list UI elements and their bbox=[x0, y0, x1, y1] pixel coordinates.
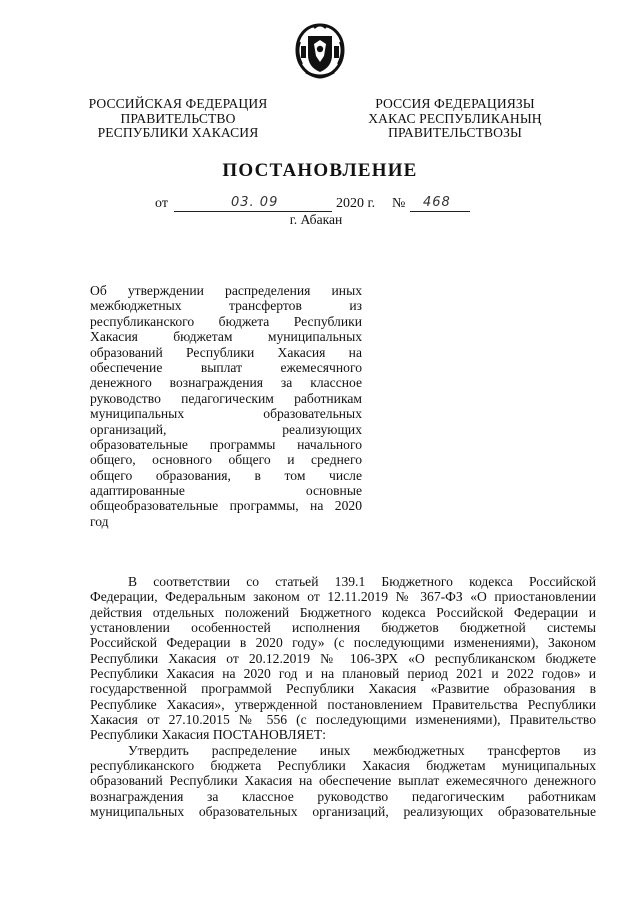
body-line: Утвердить распределение иных межбюджетных трансфертов из bbox=[128, 742, 596, 758]
header-right bbox=[355, 97, 555, 141]
body-line: образований Республики Хакасия на обеспечение выплат ежемесячного денежного bbox=[90, 773, 596, 789]
title-line: год bbox=[90, 513, 109, 529]
title-line: образовательные программы начального bbox=[90, 436, 362, 452]
title-line: образований Республики Хакасия на bbox=[90, 344, 362, 360]
body-line: государственной программой Республики Хакасия «Развитие образования в bbox=[90, 681, 596, 697]
resolution-body bbox=[90, 574, 596, 820]
city-name: г. Абакан bbox=[289, 212, 343, 227]
title-line: Хакасия бюджетам муниципальных bbox=[90, 329, 362, 345]
number-label: № bbox=[392, 196, 406, 211]
body-line: Республики Хакасия на 2020 год и на плановый период 2021 и 2022 годов» и bbox=[90, 666, 596, 682]
body-line: действия отдельных положений Бюджетного кодекса Российской Федерации и bbox=[90, 604, 596, 620]
resolution-title bbox=[90, 283, 362, 529]
document-type-title: ПОСТАНОВЛЕНИЕ bbox=[222, 160, 418, 181]
title-line: муниципальных образовательных bbox=[90, 406, 362, 422]
header-right-line: ПРАВИТЕЛЬСТВОЗЫ bbox=[388, 125, 522, 140]
header-left bbox=[78, 97, 278, 141]
body-line: установлении особенностей исполнения бюджетов бюджетной системы bbox=[90, 620, 596, 636]
date-value: 03. 09 bbox=[231, 195, 279, 210]
body-line: Республики Хакасия от 20.12.2019 № 106-ЗРХ «О республиканском бюджете bbox=[90, 650, 596, 666]
body-line: Хакасия от 27.10.2015 № 556 (с последующими изменениями), Правительство bbox=[90, 712, 596, 728]
number-value: 468 bbox=[423, 195, 451, 210]
header-right-line: РОССИЯ ФЕДЕРАЦИЯЗЫ bbox=[375, 96, 535, 111]
body-line: Российской Федерации в 2020 году» (с последующими изменениями), Законом bbox=[90, 635, 596, 651]
title-line: денежного вознаграждения за классное bbox=[90, 375, 362, 391]
body-line: Федерации, Федеральным законом от 12.11.2019 № 367-ФЗ «О приостановлении bbox=[90, 589, 596, 605]
header-right-line: ХАКАС РЕСПУБЛИКАНЫҢ bbox=[368, 110, 542, 126]
city-line bbox=[0, 212, 640, 228]
title-line: общего, основного общего и среднего bbox=[90, 452, 362, 468]
body-line: Республики Хакасия ПОСТАНОВЛЯЕТ: bbox=[90, 727, 326, 743]
title-line: общеобразовательные программы, на 2020 bbox=[90, 498, 362, 514]
body-line: республиканского бюджета Республики Хакасия бюджетам муниципальных bbox=[90, 758, 596, 774]
title-line: руководство педагогическим работникам bbox=[90, 390, 362, 406]
body-line: вознаграждения за классное руководство педагогическим работникам bbox=[90, 788, 596, 804]
header-left-line: ПРАВИТЕЛЬСТВО bbox=[120, 110, 236, 126]
title-line: Об утверждении распределения иных bbox=[90, 283, 362, 298]
body-line: Республике Хакасия», утвержденной постановлением Правительства Республики bbox=[90, 696, 596, 712]
coat-of-arms-icon bbox=[292, 22, 348, 80]
header-left-line: РОССИЙСКАЯ ФЕДЕРАЦИЯ bbox=[88, 96, 268, 111]
title-line: обеспечение выплат ежемесячного bbox=[90, 359, 362, 375]
title-line: общего образования, в том числе bbox=[90, 467, 362, 483]
body-line: муниципальных образовательных организаций, реализующих образовательные bbox=[90, 804, 596, 820]
body-line: В соответствии со статьей 139.1 Бюджетного кодекса Российской bbox=[128, 574, 596, 589]
date-year: 2020 г. bbox=[336, 196, 376, 211]
date-from-label: от bbox=[155, 196, 168, 211]
title-line: республиканского бюджета Республики bbox=[90, 313, 362, 329]
title-line: адаптированные основные bbox=[90, 483, 362, 499]
title-line: организаций, реализующих bbox=[90, 421, 362, 437]
title-line: межбюджетных трансфертов из bbox=[90, 298, 362, 314]
header-left-line: РЕСПУБЛИКИ ХАКАСИЯ bbox=[97, 125, 259, 140]
